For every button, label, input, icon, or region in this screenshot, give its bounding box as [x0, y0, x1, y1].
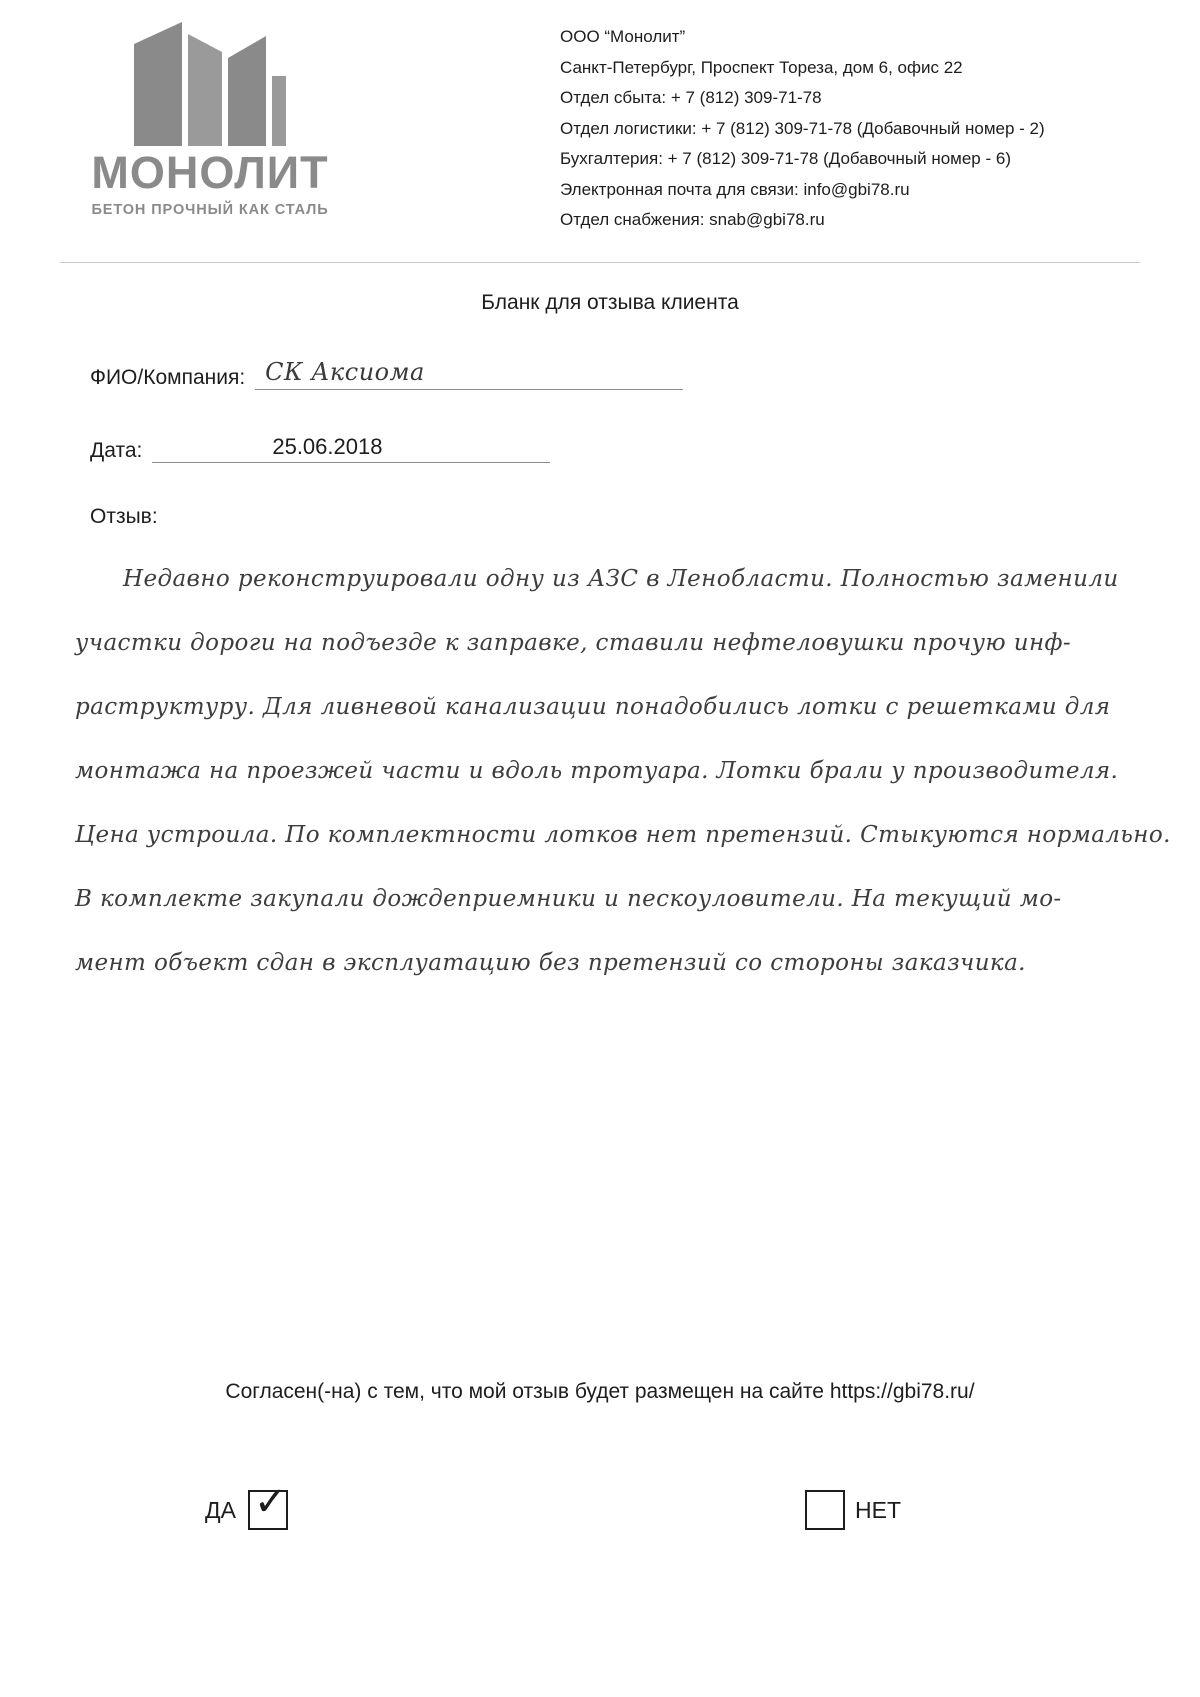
form-fields: [0, 359, 1200, 463]
review-line: раструктуру. Для ливневой канализации понадобились лотки с решетками для: [75, 693, 1111, 720]
review-line: монтажа на проезжей части и вдоль тротуара. Лотки брали у производителя.: [75, 757, 1119, 784]
document-header: [0, 0, 1200, 236]
page-title: Бланк для отзыва клиента: [481, 290, 739, 314]
contact-line-sales: Отдел сбыта: + 7 (812) 309-71-78: [560, 88, 822, 107]
date-field-row: [90, 432, 1200, 463]
date-input[interactable]: [152, 432, 550, 463]
consent-yes-checkbox[interactable]: [248, 1479, 288, 1530]
review-field-label: Отзыв:: [90, 504, 158, 528]
name-field-row: [90, 359, 1200, 390]
building-logo-icon: [126, 18, 294, 146]
consent-choices: [0, 1479, 1200, 1550]
company-logo: [60, 14, 360, 218]
contact-line-email: Электронная почта для связи: info@gbi78.ru: [560, 179, 910, 199]
review-line: участки дороги на подъезде к заправке, ставили нефтеловушки прочую инф-: [75, 629, 1072, 656]
contact-line-supply: Отдел снабжения: snab@gbi78.ru: [560, 210, 825, 229]
consent-yes-option[interactable]: [205, 1479, 288, 1530]
contact-line-accounting: Бухгалтерия: + 7 (812) 309-71-78 (Добавочный номер - 6): [560, 149, 1011, 168]
review-line: В комплекте закупали дождеприемники и пескоуловители. На текущий мо-: [75, 885, 1062, 912]
review-line: мент объект сдан в эксплуатацию без претензий со стороны заказчика.: [75, 949, 1026, 976]
consent-no-option[interactable]: [805, 1490, 901, 1530]
contact-line-logistics: Отдел логистики: + 7 (812) 309-71-78 (Добавочный номер - 2): [560, 118, 1045, 138]
consent-no-checkbox[interactable]: [805, 1490, 845, 1530]
consent-yes-label: ДА: [205, 1496, 236, 1523]
date-field-label: Дата:: [90, 438, 143, 462]
name-input[interactable]: [255, 359, 683, 390]
consent-text: Согласен(-на) с тем, что мой отзыв будет размещен на сайте https://gbi78.ru/: [225, 1380, 975, 1403]
contact-line-company: ООО “Монолит”: [560, 27, 686, 46]
review-line: Цена устроила. По комплектности лотков нет претензий. Стыкуются нормально.: [75, 821, 1171, 848]
review-line: Недавно реконструировали одну из АЗС в Ленобласти. Полностью заменили: [123, 565, 1119, 592]
consent-no-label: НЕТ: [855, 1496, 901, 1523]
name-field-label: ФИО/Компания:: [90, 365, 246, 389]
header-divider: [60, 262, 1140, 263]
contact-line-address: Санкт-Петербург, Проспект Тореза, дом 6, офис 22: [560, 57, 963, 77]
logo-tagline: БЕТОН ПРОЧНЫЙ КАК СТАЛЬ: [91, 202, 329, 218]
check-icon: ✓: [253, 1479, 288, 1525]
company-contacts: [360, 14, 1140, 236]
review-text[interactable]: [0, 553, 1200, 989]
logo-wordmark: МОНОЛИТ: [91, 147, 329, 198]
name-field-value: СК Аксиома: [265, 357, 425, 386]
date-field-value: 25.06.2018: [272, 433, 383, 459]
